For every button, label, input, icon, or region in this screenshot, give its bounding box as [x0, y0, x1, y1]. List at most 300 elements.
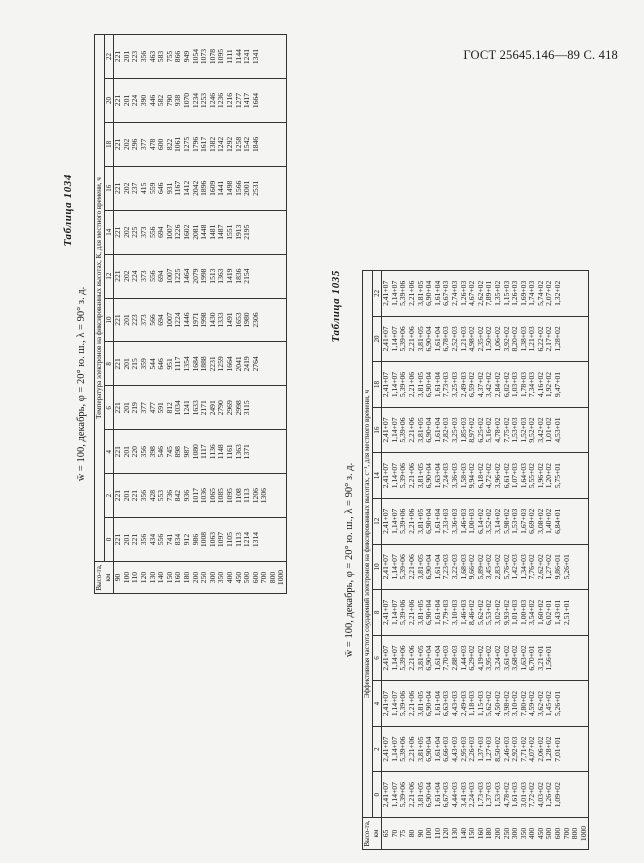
value-cell: 1,14+07: [389, 280, 399, 306]
value-cell: 3,81+05: [415, 508, 425, 534]
value-cell: 1226: [173, 224, 183, 240]
value-cell: 1,37+03: [475, 736, 485, 762]
value-cell: 646: [156, 358, 166, 370]
value-cell: 6,02+01: [544, 599, 554, 625]
height-cell: 120: [441, 827, 451, 840]
value-cell: 1363: [216, 268, 226, 284]
value-cell: 1464: [181, 268, 191, 284]
value-cell: 1,14+07: [389, 782, 399, 808]
value-cell: 1,58+03: [458, 463, 468, 489]
value-cell: 2,21+06: [406, 417, 416, 443]
height-cell: 200: [492, 827, 502, 840]
value-cell: 202: [121, 182, 131, 194]
value-cell: 3,42+02: [535, 417, 545, 443]
value-cell: 202: [121, 226, 131, 238]
height-cell: 150: [164, 571, 174, 584]
value-cell: 221: [113, 94, 123, 107]
value-cell: 224: [130, 94, 140, 107]
value-cell: 1913: [233, 224, 243, 240]
value-column: [114, 474, 287, 518]
value-cell: 582: [156, 94, 166, 107]
value-cell: 2,35+02: [475, 326, 485, 352]
value-cell: 1113: [242, 488, 252, 503]
value-cell: 1363: [233, 444, 243, 460]
value-cell: 1,14+07: [389, 463, 399, 489]
height-cell: 300: [207, 571, 217, 584]
value-cell: 9,66+02: [467, 554, 477, 580]
value-cell: 224: [130, 270, 140, 282]
value-cell: 1481: [207, 224, 217, 240]
value-cell: 1073: [199, 48, 209, 65]
value-cell: 842: [173, 489, 183, 502]
value-cell: 390: [138, 94, 148, 107]
value-cell: 1412: [181, 180, 191, 196]
value-cell: 2,41+07: [381, 463, 391, 489]
value-cell: 912: [181, 533, 191, 546]
value-cell: 377: [138, 402, 148, 414]
value-cell: 600: [156, 138, 166, 151]
value-cell: 4,72+02: [484, 463, 494, 489]
value-cell: 987: [181, 446, 191, 458]
value-cell: 1,92+02: [544, 371, 554, 398]
value-cell: 1008: [199, 531, 209, 548]
value-cell: 3,96+02: [492, 463, 502, 489]
value-cell: 237: [130, 182, 140, 194]
value-cell: 1236: [216, 92, 226, 109]
value-column: [114, 35, 287, 79]
value-cell: 7,80+02: [518, 690, 528, 717]
value-cell: 2,41+07: [381, 417, 391, 443]
value-cell: 223: [130, 314, 140, 326]
value-cell: 812: [164, 402, 174, 414]
value-cell: 6,90+04: [424, 690, 434, 717]
value-cell: 356: [138, 489, 148, 502]
height-header: Высо-та, км: [95, 562, 114, 594]
value-cell: 1551: [224, 224, 234, 240]
value-cell: 201: [121, 314, 131, 326]
value-cell: 1609: [207, 180, 217, 196]
value-cell: 553: [156, 489, 166, 502]
value-cell: 6,66+03: [441, 736, 451, 762]
value-cell: 6,90+04: [424, 554, 434, 580]
value-cell: 4,19+02: [475, 645, 485, 671]
value-cell: 5,55+02: [527, 463, 537, 489]
height-cell: 100: [121, 571, 131, 584]
value-cell: 1095: [216, 48, 226, 65]
value-cell: 1214: [242, 531, 252, 548]
value-column: [114, 518, 287, 562]
value-cell: 1206: [250, 488, 260, 504]
value-cell: 1108: [233, 488, 243, 504]
value-cell: 1,14+07: [389, 326, 399, 352]
value-cell: 6,61+02: [501, 463, 511, 489]
value-cell: 745: [164, 446, 174, 458]
height-cell: 110: [432, 827, 442, 840]
value-cell: 221: [113, 446, 123, 458]
value-cell: 1,61+04: [432, 508, 442, 534]
height-cell: 70: [389, 829, 399, 838]
table-title: w̄ = 100, декабрь, φ = 20° ю. ш., λ = 90° з. д.: [344, 462, 355, 658]
height-cell: 500: [242, 571, 252, 584]
height-column: [114, 562, 287, 594]
value-cell: 1,06+02: [492, 326, 502, 352]
value-cell: 1,61+03: [510, 782, 520, 808]
time-header: 0: [372, 772, 382, 818]
value-column: [382, 362, 589, 408]
value-cell: 1111: [224, 49, 234, 64]
value-cell: 1333: [216, 312, 226, 328]
time-header: 18: [104, 122, 114, 166]
value-cell: 4,16+02: [535, 371, 545, 398]
value-cell: 225: [130, 226, 140, 238]
value-cell: 221: [113, 402, 123, 414]
value-column: [382, 635, 589, 681]
time-header: 10: [372, 544, 382, 590]
time-header: 12: [372, 498, 382, 544]
value-cell: 3,10+03: [449, 599, 459, 625]
value-cell: 2195: [242, 224, 252, 240]
value-cell: 1566: [233, 180, 243, 196]
value-cell: 931: [164, 182, 174, 194]
value-cell: 5,39+06: [398, 326, 408, 352]
value-cell: 3,52+02: [484, 508, 494, 534]
value-cell: 2,21+06: [406, 463, 416, 489]
height-cell: 180: [484, 827, 494, 840]
value-cell: 1224: [173, 312, 183, 328]
value-cell: 1,32+02: [553, 280, 563, 306]
value-cell: 5,76+02: [501, 554, 511, 580]
value-cell: 4,37+02: [475, 371, 485, 398]
value-cell: 1998: [199, 268, 209, 284]
value-cell: 3,62+02: [535, 690, 545, 717]
value-cell: 5,39+06: [398, 554, 408, 580]
value-cell: 5,39+06: [398, 782, 408, 808]
value-cell: 221: [113, 489, 123, 502]
value-cell: 4,59+02: [527, 690, 537, 717]
value-cell: 1971: [190, 312, 200, 328]
value-cell: 6,90+04: [424, 508, 434, 534]
value-cell: 2491: [207, 400, 217, 416]
value-cell: 1498: [224, 180, 234, 196]
value-cell: 1275: [181, 136, 191, 152]
value-cell: 5,39+06: [398, 736, 408, 762]
value-cell: 1796: [190, 136, 200, 152]
value-cell: 8,20+02: [510, 326, 520, 352]
value-cell: 1063: [207, 531, 217, 548]
time-header: 6: [372, 635, 382, 681]
page-header-gost: ГОСТ 25645.146—89 С. 418: [463, 48, 618, 62]
value-cell: 221: [113, 226, 123, 238]
height-column: [382, 818, 589, 850]
height-cell: 300: [510, 827, 520, 840]
value-cell: 463: [147, 50, 157, 63]
value-cell: 1,78+03: [518, 371, 528, 398]
value-cell: 1,26+03: [510, 280, 520, 306]
value-cell: 2,51+01: [561, 599, 571, 625]
value-cell: 5,39+06: [398, 463, 408, 489]
height-cell: 90: [415, 829, 425, 838]
value-cell: 1,20+02: [544, 463, 554, 489]
value-cell: 9,93+02: [501, 599, 511, 625]
value-cell: 6,22+02: [535, 326, 545, 352]
value-cell: 6,14+02: [475, 508, 485, 534]
value-cell: 7,34+03: [527, 371, 537, 398]
height-cell: 500: [544, 827, 554, 840]
value-cell: 9,94+02: [467, 463, 477, 489]
value-cell: 1,61+04: [432, 782, 442, 808]
value-cell: 1,01+02: [544, 417, 554, 443]
value-cell: 3,36+03: [449, 463, 459, 489]
height-cell: 90: [113, 573, 123, 582]
value-cell: 2,21+06: [406, 326, 416, 352]
value-cell: 3,95+02: [484, 645, 494, 671]
value-cell: 8,46+02: [467, 599, 477, 625]
value-cell: 741: [164, 533, 174, 546]
value-cell: 2,41+07: [381, 782, 391, 808]
value-cell: 6,90+04: [424, 645, 434, 671]
height-cell: 130: [147, 571, 157, 584]
value-cell: 556: [156, 533, 166, 546]
value-cell: 2764: [250, 356, 260, 372]
value-cell: 1,45+02: [544, 690, 554, 717]
value-cell: 6,90+04: [424, 326, 434, 352]
height-cell: 140: [458, 827, 468, 840]
value-column: [382, 407, 589, 453]
value-cell: 2171: [199, 400, 209, 416]
height-cell: 1000: [276, 569, 286, 586]
value-cell: 1167: [173, 180, 183, 196]
value-cell: 2079: [190, 268, 200, 284]
value-cell: 1,61+04: [432, 280, 442, 306]
value-cell: 1,68+03: [458, 554, 468, 580]
value-cell: 1,52+03: [518, 417, 528, 443]
value-cell: 3,81+05: [415, 280, 425, 306]
value-cell: 3,81+05: [415, 463, 425, 489]
value-cell: 1241: [181, 400, 191, 416]
value-cell: 1,61+04: [432, 690, 442, 717]
value-cell: 1,14+07: [389, 645, 399, 671]
value-cell: 1846: [250, 136, 260, 152]
value-cell: 5,74+02: [535, 280, 545, 306]
value-cell: 5,16+02: [484, 417, 494, 443]
value-cell: 2041: [233, 356, 243, 372]
value-cell: 2,49+03: [458, 690, 468, 717]
value-cell: 566: [147, 314, 157, 326]
value-cell: 1,61+04: [432, 326, 442, 352]
time-header: 2: [104, 474, 114, 518]
height-cell: 100: [424, 827, 434, 840]
value-cell: 866: [173, 50, 183, 63]
value-cell: 1,50+02: [484, 326, 494, 352]
value-cell: 1034: [173, 400, 183, 416]
height-cell: 75: [398, 829, 408, 838]
value-cell: 1,00+03: [467, 508, 477, 534]
time-header: 4: [372, 681, 382, 727]
value-cell: 583: [156, 50, 166, 63]
height-cell: 350: [216, 571, 226, 584]
value-cell: 1314: [250, 531, 260, 548]
value-cell: 1,14+07: [389, 371, 399, 398]
value-cell: 3,22+03: [449, 554, 459, 580]
value-cell: 1,44+03: [458, 645, 468, 671]
value-cell: 1007: [164, 224, 174, 240]
value-cell: 1653: [233, 312, 243, 328]
value-cell: 1,46+03: [458, 508, 468, 534]
value-cell: 1,73+03: [475, 782, 485, 808]
value-cell: 1,09+02: [553, 782, 563, 808]
value-cell: 221: [113, 314, 123, 326]
value-cell: 6,67+03: [441, 782, 451, 808]
value-cell: 694: [156, 270, 166, 282]
value-cell: 1054: [190, 48, 200, 65]
value-cell: 936: [181, 489, 191, 502]
value-cell: 694: [156, 314, 166, 326]
height-cell: 65: [381, 829, 391, 838]
value-cell: 1097: [216, 531, 226, 548]
height-cell: 350: [518, 827, 528, 840]
value-cell: 5,39+06: [398, 508, 408, 534]
time-header: 4: [104, 430, 114, 474]
height-cell: 700: [561, 827, 571, 840]
value-cell: 2,07+02: [544, 280, 554, 306]
value-cell: 2,21+06: [406, 554, 416, 580]
value-cell: 1,56+01: [544, 645, 554, 671]
value-cell: 1117: [173, 356, 183, 372]
value-cell: 1,63+04: [432, 463, 442, 489]
value-cell: 646: [156, 182, 166, 194]
value-cell: 1,37+03: [484, 782, 494, 808]
value-cell: 1117: [199, 444, 209, 460]
value-cell: 2,62+02: [535, 554, 545, 580]
value-column: [382, 772, 589, 818]
value-cell: 1,15+03: [475, 690, 485, 717]
value-cell: 5,26+01: [553, 690, 563, 717]
height-cell: 80: [406, 829, 416, 838]
value-cell: 478: [147, 138, 157, 151]
value-cell: 2,74+03: [449, 280, 459, 306]
value-cell: 1,43+01: [553, 599, 563, 625]
value-cell: 2306: [250, 312, 260, 328]
value-cell: 6,84+01: [553, 508, 563, 534]
value-cell: 359: [138, 358, 148, 370]
value-cell: 1078: [207, 48, 217, 65]
value-cell: 1,61+04: [432, 554, 442, 580]
value-cell: 2,41+07: [381, 554, 391, 580]
table-subtitle: Эффективная частота соударений электронов на фиксированных высотах, с⁻¹, для местного времени, ч: [363, 271, 373, 818]
value-cell: 3,81+05: [415, 736, 425, 762]
value-cell: 7,82+03: [441, 417, 451, 443]
value-cell: 1998: [199, 312, 209, 328]
value-cell: 221: [113, 138, 123, 151]
height-cell: 110: [130, 571, 140, 584]
value-cell: 215: [130, 358, 140, 370]
value-cell: 1,53+03: [492, 782, 502, 808]
value-cell: 2,21+06: [406, 782, 416, 808]
value-cell: 898: [173, 446, 183, 458]
value-cell: 5,39+06: [398, 417, 408, 443]
value-cell: 4,98+02: [467, 326, 477, 352]
value-cell: 3,42+02: [484, 371, 494, 398]
value-cell: 1430: [207, 312, 217, 328]
value-cell: 1,07+03: [510, 463, 520, 489]
value-cell: 1,18+03: [467, 690, 477, 717]
value-cell: 6,90+04: [424, 417, 434, 443]
value-cell: 1,38+03: [518, 326, 528, 352]
value-cell: 7,23+03: [441, 554, 451, 580]
value-cell: 546: [156, 446, 166, 458]
value-cell: 2,62+02: [475, 280, 485, 306]
value-column: [114, 79, 287, 123]
data-table: [362, 270, 589, 850]
value-cell: 1,40+02: [544, 508, 554, 534]
height-cell: 200: [190, 571, 200, 584]
value-cell: 5,89+02: [475, 554, 485, 580]
value-cell: 201: [121, 402, 131, 414]
value-cell: 2531: [250, 180, 260, 196]
value-cell: 7,01+01: [553, 736, 563, 762]
value-cell: 1095: [224, 488, 234, 504]
value-cell: 6,67+03: [441, 280, 451, 306]
value-cell: 356: [138, 50, 148, 63]
value-cell: 949: [181, 50, 191, 63]
value-cell: 1,03+03: [510, 371, 520, 398]
value-cell: 2,21+06: [406, 645, 416, 671]
value-cell: 1,14+07: [389, 417, 399, 443]
height-cell: 450: [233, 571, 243, 584]
value-cell: 2,95+03: [458, 736, 468, 762]
height-cell: 180: [181, 571, 191, 584]
value-cell: 1,14+07: [389, 599, 399, 625]
time-header: 22: [104, 35, 114, 79]
value-cell: 5,39+06: [398, 371, 408, 398]
value-cell: 9,47+01: [553, 371, 563, 398]
value-cell: 1,96+02: [535, 463, 545, 489]
value-cell: 7,73+03: [441, 371, 451, 398]
value-cell: 3115: [242, 400, 252, 416]
value-cell: 2,21+06: [406, 371, 416, 398]
value-cell: 2,17+02: [544, 326, 554, 352]
value-cell: 2419: [242, 356, 252, 372]
value-cell: 1,46+03: [458, 599, 468, 625]
value-cell: 477: [147, 402, 157, 414]
value-cell: 7,75+02: [501, 417, 511, 443]
time-header: 14: [104, 210, 114, 254]
value-cell: 221: [113, 358, 123, 370]
value-cell: 221: [113, 182, 123, 194]
value-column: [114, 298, 287, 342]
value-cell: 6,90+04: [424, 736, 434, 762]
value-cell: 3,81+05: [415, 554, 425, 580]
value-cell: 4,78+02: [501, 782, 511, 808]
value-cell: 2,41+07: [381, 326, 391, 352]
value-cell: 6,90+04: [424, 371, 434, 398]
value-cell: 4,50+02: [492, 690, 502, 717]
value-cell: 1617: [199, 136, 209, 152]
height-cell: 600: [250, 571, 260, 584]
value-cell: 434: [147, 533, 157, 546]
value-cell: 8,50+02: [492, 736, 502, 762]
value-cell: 1382: [207, 136, 217, 152]
value-cell: 951: [164, 358, 174, 370]
value-cell: 2,41+07: [381, 599, 391, 625]
time-header: 14: [372, 453, 382, 499]
value-cell: 556: [147, 270, 157, 282]
value-cell: 5,62+02: [475, 599, 485, 625]
value-cell: 6,78+03: [441, 326, 451, 352]
time-header: 20: [104, 79, 114, 123]
value-cell: 9,86+01: [553, 554, 563, 580]
value-cell: 1,14+07: [389, 690, 399, 717]
